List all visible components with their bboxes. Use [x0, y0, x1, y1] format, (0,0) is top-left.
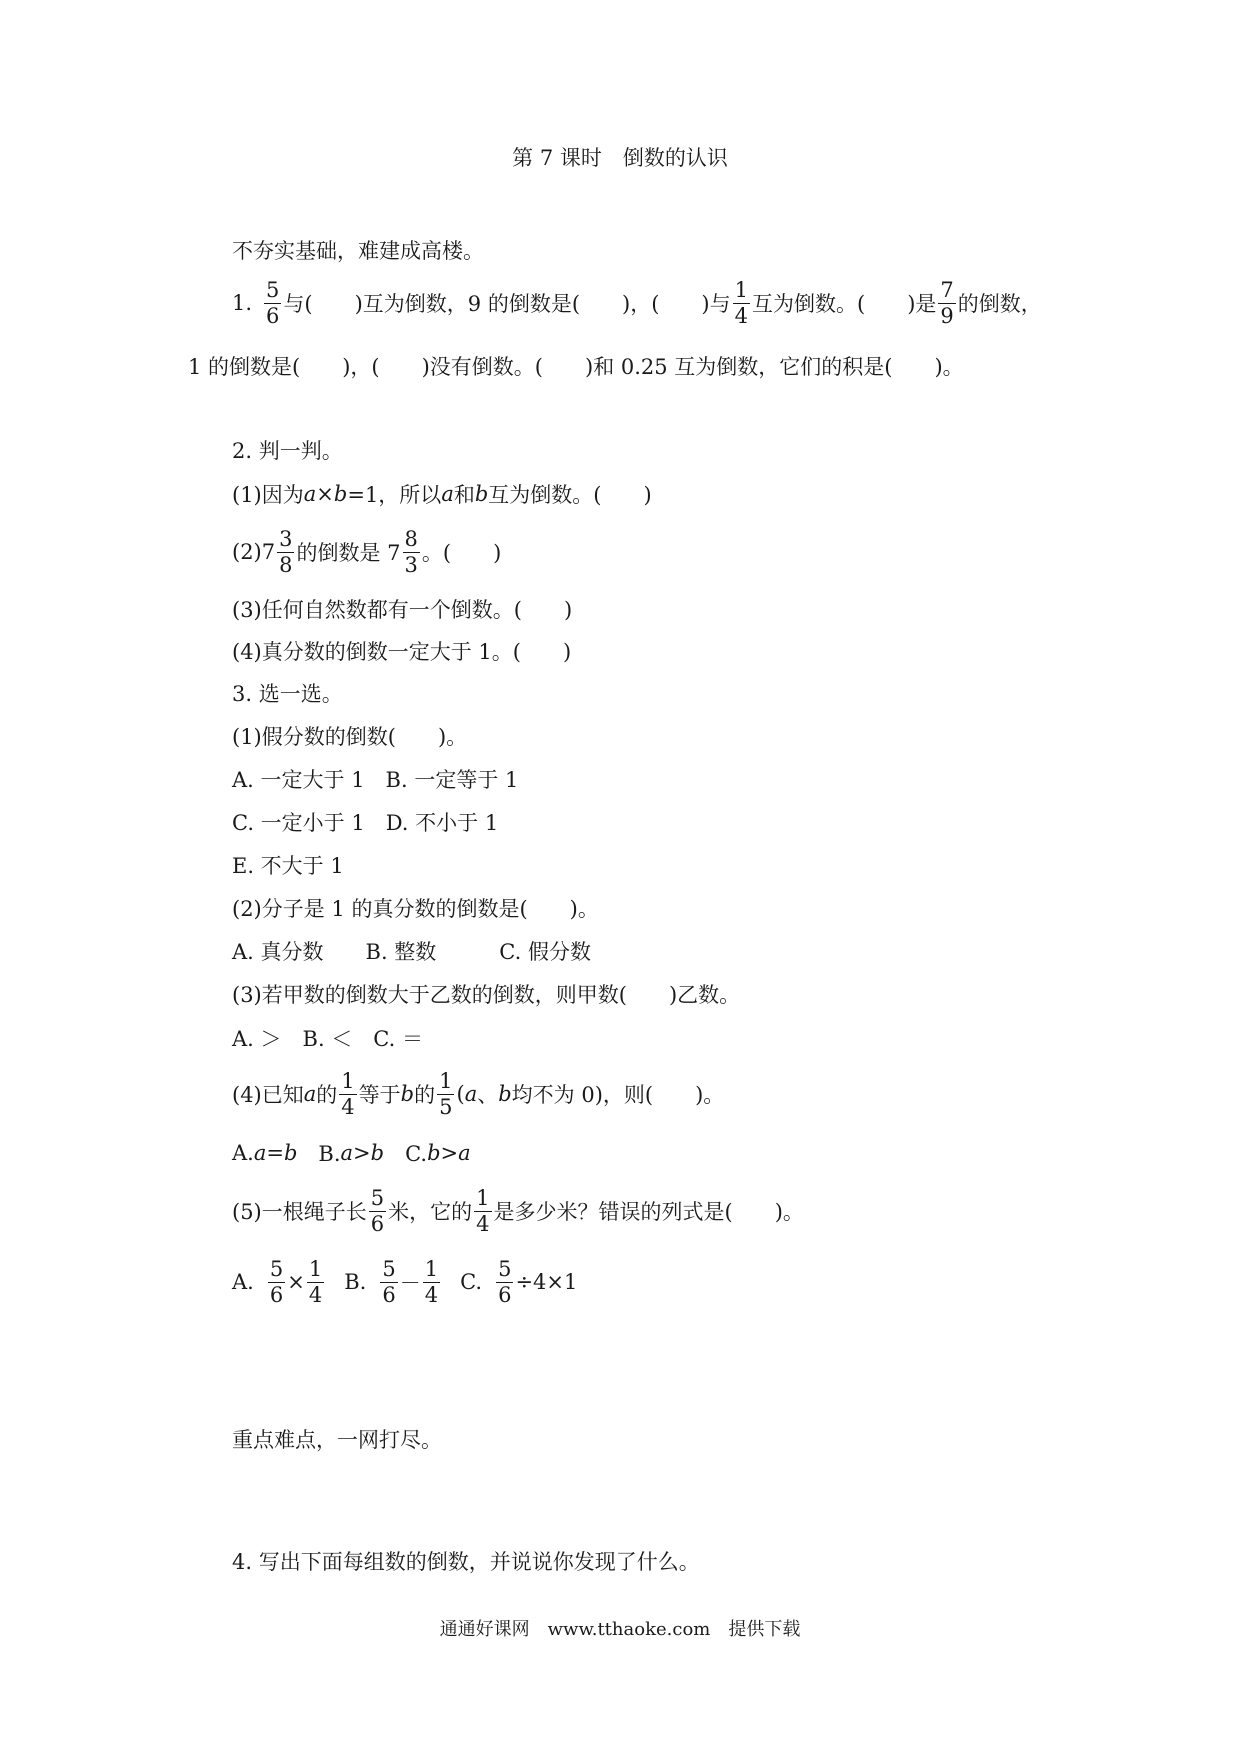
question-2-item-1: (1)因为 a × b =1，所以 a 和 b 互为倒数。( ): [232, 482, 652, 507]
question-1-line-2: 1 的倒数是( )，( )没有倒数。( )和 0.25 互为倒数，它们的积是( )。: [188, 355, 964, 379]
question-3-part-5: (5)一根绳子长 $\frac{5}{6}$ 米，它的 $\frac{1}{4}$ 是多少米？错误的列式是( )。: [232, 1185, 804, 1236]
question-3-part-1: (1)假分数的倒数( )。: [232, 725, 468, 749]
fraction: $\frac{1}{4}$: [476, 1185, 490, 1236]
question-3-part-2-options: A. 真分数 B. 整数 C. 假分数: [232, 940, 591, 964]
fraction: $\frac{5}{6}$: [269, 1256, 284, 1307]
question-4: 4. 写出下面每组数的倒数，并说说你发现了什么。: [232, 1550, 700, 1574]
fraction: $\frac{8}{3}$: [404, 526, 418, 577]
fraction: $\frac{7}{9}$: [940, 277, 954, 328]
question-3-part-1-option-e: E. 不大于 1: [232, 854, 344, 878]
fraction: $\frac{1}{4}$: [308, 1256, 323, 1307]
fraction: $\frac{1}{4}$: [734, 277, 748, 328]
question-3-part-4: (4)已知 a 的 $\frac{1}{4}$ 等于 b 的 $\frac{1}{5}$ ( a 、 b 均不为 0)，则( )。: [232, 1068, 725, 1119]
question-2-item-3: (3)任何自然数都有一个倒数。( ): [232, 598, 573, 622]
fraction: $\frac{1}{4}$: [341, 1068, 355, 1119]
section-heading-foundation: 不夯实基础，难建成高楼。: [232, 239, 484, 263]
fraction: $\frac{5}{6}$: [266, 277, 280, 328]
question-3-part-1-options-ab: A. 一定大于 1 B. 一定等于 1: [232, 768, 519, 792]
question-3-part-1-options-cd: C. 一定小于 1 D. 不小于 1: [232, 811, 499, 835]
fraction: $\frac{5}{6}$: [498, 1256, 512, 1307]
question-3-part-5-options: A. $\frac{5}{6}$ × $\frac{1}{4}$ B. $\frac{5}{6}$ － $\frac{1}{4}$ C. $\frac{5}{6}$ ÷4×1: [232, 1256, 578, 1307]
page-footer: 通通好课网 www.tthaoke.com 提供下载: [439, 1619, 801, 1640]
question-3-part-3: (3)若甲数的倒数大于乙数的倒数，则甲数( )乙数。: [232, 983, 741, 1007]
fraction: $\frac{5}{6}$: [382, 1256, 396, 1307]
question-1-line-1: 1. $\frac{5}{6}$ 与( )互为倒数，9 的倒数是( )，( )与 $\frac{1}{4}$ 互为倒数。( )是 $\frac{7}{9}$ 的倒数，: [232, 277, 1042, 328]
question-3-part-4-options: A. a=b B. a>b C. b>a: [232, 1141, 471, 1166]
question-2-item-4: (4)真分数的倒数一定大于 1。( ): [232, 640, 572, 664]
question-2-item-2: (2)7 $\frac{3}{8}$ 的倒数是 7 $\frac{8}{3}$ 。( ): [232, 526, 502, 577]
fraction: $\frac{3}{8}$: [279, 526, 293, 577]
section-heading-key-points: 重点难点，一网打尽。: [232, 1428, 442, 1452]
fraction: $\frac{1}{4}$: [424, 1256, 439, 1307]
fraction: $\frac{5}{6}$: [370, 1185, 385, 1236]
question-2-heading: 2. 判一判。: [232, 439, 343, 463]
question-3-part-3-options: A. ＞ B. ＜ C. ＝: [232, 1027, 423, 1051]
question-3-part-2: (2)分子是 1 的真分数的倒数是( )。: [232, 897, 599, 921]
question-3-heading: 3. 选一选。: [232, 682, 343, 706]
fraction: $\frac{1}{5}$: [439, 1068, 453, 1119]
page-title: 第 7 课时 倒数的认识: [512, 146, 728, 170]
